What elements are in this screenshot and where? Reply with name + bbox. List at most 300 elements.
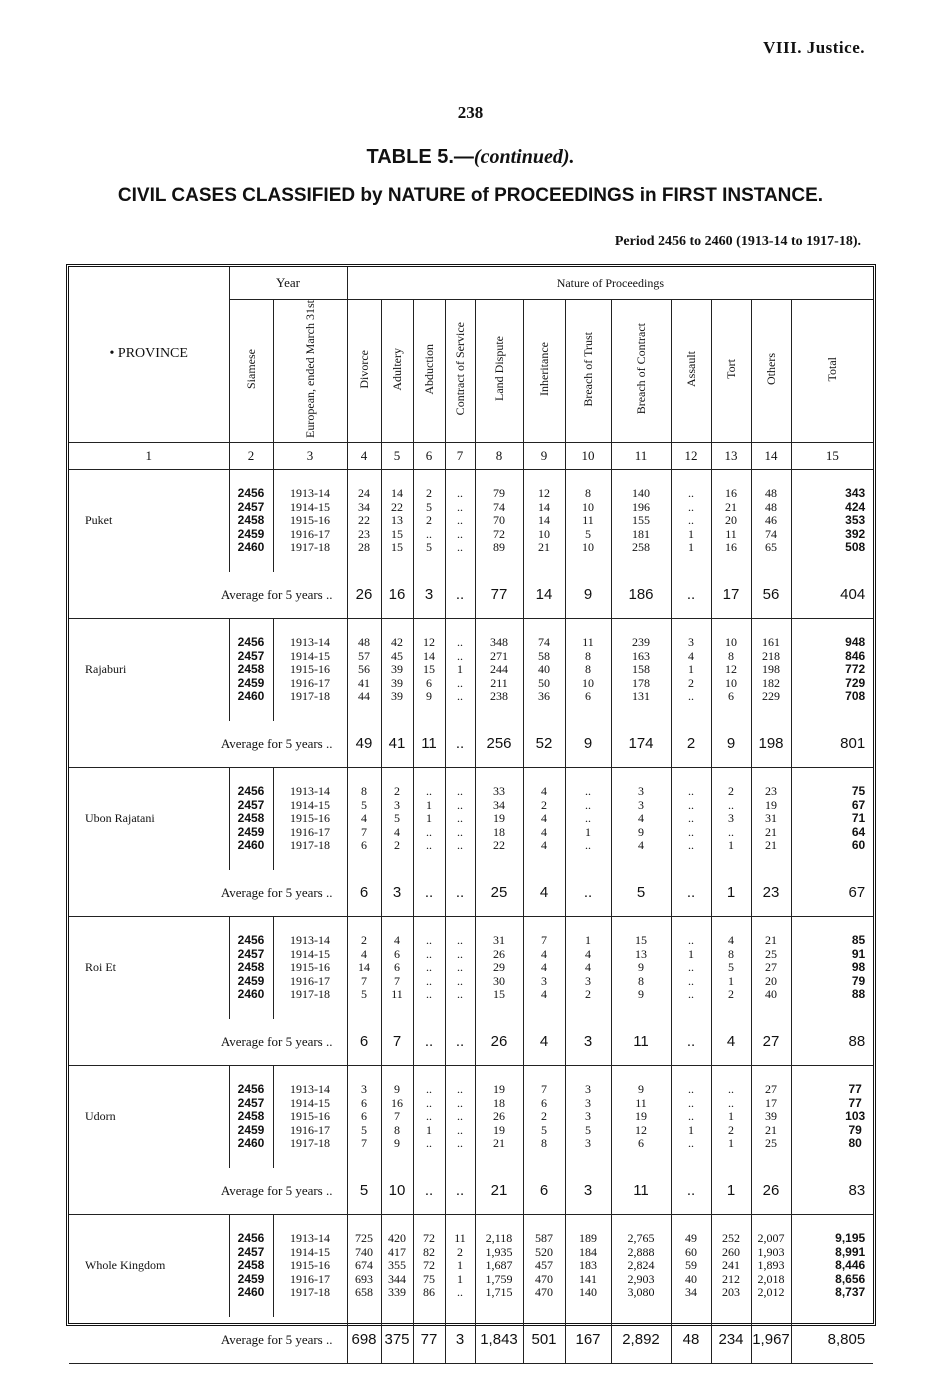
average-value: 26 [347,572,381,619]
table-cell-value: 21 [765,933,777,948]
statistics-table-frame [66,264,876,1349]
table-cell-value: .. [728,1095,734,1110]
year-header: Year [229,267,347,300]
nature-column-header [711,300,751,443]
table-cell-value: 8 [728,648,734,663]
table-cell-value: 18 [493,1095,505,1110]
average-value: 404 [791,572,873,619]
data-column-cell [229,916,273,1019]
province-data-row [69,916,873,1019]
value-stack [688,785,694,853]
data-column-cell [229,618,273,721]
value-stack [290,785,330,853]
table-cell-value: 3 [585,1082,591,1097]
value-stack [582,487,594,555]
value-stack [457,785,463,853]
province-header: • PROVINCE [69,267,229,442]
table-cell-value: 693 [355,1271,373,1286]
table-cell-value: 2456 [237,933,265,948]
nature-column-header [381,300,413,443]
table-cell-value: 2,012 [757,1285,785,1300]
data-column-cell [611,1065,671,1168]
table-cell-value: 31 [765,811,777,826]
table-cell-value: .. [688,973,694,988]
average-value: 6 [347,1019,381,1066]
table-cell-value: 44 [358,689,370,704]
table-cell-value: 1917-18 [290,838,330,853]
table-cell-value: 457 [535,1258,553,1273]
table-cell-value: 1,903 [757,1244,785,1259]
table-cell-value: 3 [585,973,591,988]
table-cell-value: 184 [579,1244,597,1259]
table-cell-value: .. [426,824,432,839]
table-cell-value: 4 [541,960,547,975]
table-cell-value: 271 [490,648,508,663]
table-cell-value: 46 [765,513,777,528]
value-stack [238,487,265,555]
table-cell-value: 21 [765,1122,777,1137]
province-name: Rajaburi [69,618,229,721]
data-column-cell [791,1065,873,1168]
table-cell-value: 1915-16 [290,662,330,677]
value-stack [765,934,777,1002]
table-cell-value: 72 [493,526,505,541]
table-cell-value: 183 [579,1258,597,1273]
table-cell-value: 89 [493,540,505,555]
value-stack [391,636,403,704]
data-column-cell [381,767,413,870]
table-cell-value: 2457 [237,648,265,663]
table-cell-value: 3 [728,811,734,826]
data-column-cell [671,916,711,1019]
table-cell-value: 203 [722,1285,740,1300]
table-cell-value: 12 [635,1122,647,1137]
data-column-cell [711,618,751,721]
table-cell-value: 1914-15 [290,648,330,663]
table-cell-value: 103 [845,1109,866,1124]
table-cell-value: 22 [493,838,505,853]
table-cell-value: 14 [391,486,403,501]
data-column-cell [711,1214,751,1317]
table-cell-value: 15 [391,540,403,555]
data-column-cell [611,916,671,1019]
table-cell-value: 24 [358,486,370,501]
nature-column-header [671,300,711,443]
average-value: 25 [475,870,523,917]
average-value: 698 [347,1317,381,1364]
table-cell-value: .. [457,675,463,690]
table-cell-value: 1913-14 [290,1082,330,1097]
table-cell-value: .. [688,1136,694,1151]
value-stack [845,636,865,704]
table-cell-value: .. [426,1136,432,1151]
table-cell-value: .. [728,797,734,812]
table-cell-value: 1 [426,797,432,812]
column-number: 6 [413,442,445,469]
data-column-cell [445,469,475,572]
table-cell-value: 161 [762,635,780,650]
value-stack [758,1232,785,1300]
table-cell-value: 2 [541,797,547,812]
column-header-label: Abduction [421,343,436,395]
column-header-label: Breach of Contract [633,323,648,415]
column-number: 10 [565,442,611,469]
table-cell-value: 33 [493,784,505,799]
average-value: 26 [475,1019,523,1066]
average-value: 21 [475,1168,523,1215]
value-stack [541,785,547,853]
average-value: 26 [751,1168,791,1215]
table-cell-value: 79 [848,1122,862,1137]
table-cell-value: 6 [541,1095,547,1110]
table-cell-value: 8,656 [835,1271,866,1286]
column-header-label: European, ended March 31st [302,300,317,438]
province-name: Puket [69,469,229,572]
average-label: Average for 5 years .. [69,721,347,768]
average-value: 9 [565,572,611,619]
value-stack [361,1083,367,1151]
table-cell-value: 79 [851,973,866,988]
average-value: 3 [565,1168,611,1215]
value-stack [290,487,330,555]
column-header-label: Adultery [389,347,404,391]
table-cell-value: 420 [388,1231,406,1246]
table-cell-value: 4 [394,933,400,948]
table-cell-value: 17 [765,1095,777,1110]
table-cell-value: 1 [688,662,694,677]
table-cell-value: 14 [538,499,550,514]
table-cell-value: 2458 [237,1258,265,1273]
table-cell-value: 10 [725,635,737,650]
column-number: 7 [445,442,475,469]
table-cell-value: .. [688,1095,694,1110]
value-stack [688,1083,694,1151]
value-stack [728,934,734,1002]
data-column-cell [347,1214,381,1317]
average-value: 10 [381,1168,413,1215]
table-cell-value: 42 [391,635,403,650]
data-column-cell [611,767,671,870]
table-cell-value: 1,935 [485,1244,513,1259]
table-cell-value: .. [426,946,432,961]
table-cell-value: 158 [632,662,650,677]
table-cell-value: .. [688,838,694,853]
table-cell-value: .. [688,987,694,1002]
value-stack [238,934,265,1002]
table-cell-value: 244 [490,662,508,677]
table-cell-value: 258 [632,540,650,555]
table-cell-value: 2459 [237,675,265,690]
table-cell-value: .. [457,933,463,948]
value-stack [493,487,505,555]
table-cell-value: 1917-18 [290,689,330,704]
data-column-cell [347,1065,381,1168]
table-cell-value: 19 [765,797,777,812]
table-cell-value: .. [688,499,694,514]
data-column-cell [475,1065,523,1168]
table-cell-value: 1914-15 [290,1095,330,1110]
table-cell-value: 86 [423,1285,435,1300]
nature-column-header [475,300,523,443]
table-cell-value: 8 [585,648,591,663]
data-column-cell [475,1214,523,1317]
table-cell-value: 6 [361,1109,367,1124]
average-value: .. [413,870,445,917]
data-column-cell [347,618,381,721]
table-cell-value: 3 [638,797,644,812]
data-column-cell [381,916,413,1019]
data-column-cell [565,618,611,721]
value-stack [582,636,594,704]
table-cell-value: .. [457,960,463,975]
average-value: .. [445,572,475,619]
table-cell-value: 1 [688,1122,694,1137]
table-cell-value: 2,765 [627,1231,655,1246]
data-column-cell [413,1065,445,1168]
table-cell-value: 3,080 [627,1285,655,1300]
table-cell-value: 2 [361,933,367,948]
data-column-cell [751,469,791,572]
table-cell-value: 75 [851,784,866,799]
table-cell-value: 12 [538,486,550,501]
value-stack [454,1232,466,1300]
average-value: .. [671,572,711,619]
average-value: .. [445,1168,475,1215]
table-cell-value: 19 [635,1109,647,1124]
table-title-main: TABLE 5.— [366,146,474,168]
value-stack [355,1232,373,1300]
table-cell-value: .. [426,960,432,975]
table-cell-value: 2 [394,784,400,799]
table-cell-value: 1 [457,1271,463,1286]
average-value: 52 [523,721,565,768]
value-stack [457,1083,463,1151]
table-cell-value: 198 [762,662,780,677]
data-column-cell [671,767,711,870]
table-cell-value: 2459 [237,1122,265,1137]
value-stack [585,785,591,853]
province-data-row [69,767,873,870]
table-cell-value: 2458 [237,513,265,528]
table-cell-value: 7 [361,1136,367,1151]
table-cell-value: 2456 [237,1231,265,1246]
table-cell-value: 6 [585,689,591,704]
table-cell-value: 25 [765,1136,777,1151]
table-cell-value: 40 [538,662,550,677]
average-value: 6 [523,1168,565,1215]
value-stack [493,785,505,853]
average-value: 2,892 [611,1317,671,1364]
table-cell-value: .. [457,648,463,663]
data-column-cell [711,1065,751,1168]
data-column-cell [273,618,347,721]
value-stack [845,1083,865,1151]
value-stack [845,487,865,555]
table-cell-value: 196 [632,499,650,514]
table-cell-value: 12 [725,662,737,677]
table-cell-value: .. [688,689,694,704]
value-stack [835,1232,865,1300]
table-cell-value: 4 [585,960,591,975]
table-cell-value: 12 [423,635,435,650]
table-cell-value: 4 [541,784,547,799]
table-cell-value: 80 [848,1136,862,1151]
table-cell-value: 56 [358,662,370,677]
average-value: .. [445,721,475,768]
average-value: 198 [751,721,791,768]
table-cell-value: 6 [361,1095,367,1110]
average-value: 27 [751,1019,791,1066]
value-stack [391,934,403,1002]
value-stack [238,636,265,704]
table-cell-value: 1,893 [757,1258,785,1273]
table-cell-value: 26 [493,1109,505,1124]
table-cell-value: 2458 [237,1109,265,1124]
table-cell-value: 4 [541,811,547,826]
column-number: 2 [229,442,273,469]
table-cell-value: 1 [426,1122,432,1137]
data-column-cell [565,1214,611,1317]
value-stack [852,934,865,1002]
table-cell-value: 49 [685,1231,697,1246]
value-stack [765,487,777,555]
table-cell-value: 31 [493,933,505,948]
data-column-cell [273,767,347,870]
data-column-cell [523,618,565,721]
value-stack [394,785,400,853]
table-cell-value: 14 [423,648,435,663]
table-cell-value: 2458 [237,662,265,677]
table-cell-value: .. [426,784,432,799]
nature-column-header [413,300,445,443]
data-column-cell [671,469,711,572]
table-cell-value: 1917-18 [290,987,330,1002]
table-cell-value: 2456 [237,635,265,650]
table-cell-value: 846 [845,648,866,663]
column-header-label: Divorce [356,349,371,389]
average-label: Average for 5 years .. [69,572,347,619]
data-column-cell [475,916,523,1019]
column-header-label: Assault [683,350,698,387]
table-title [0,146,941,169]
table-cell-value: .. [585,838,591,853]
data-column-cell [273,1065,347,1168]
table-cell-value: 5 [394,811,400,826]
table-cell-value: 1916-17 [290,973,330,988]
value-stack [585,1083,591,1151]
value-stack [493,1083,505,1151]
average-value: 174 [611,721,671,768]
table-cell-value: 1 [457,1258,463,1273]
table-cell-value: 4 [361,811,367,826]
column-number: 3 [273,442,347,469]
value-stack [725,487,737,555]
table-cell-value: .. [457,1095,463,1110]
table-cell-value: 39 [765,1109,777,1124]
table-cell-value: 57 [358,648,370,663]
table-cell-value: .. [457,526,463,541]
average-value: 3 [413,572,445,619]
data-column-cell [523,1065,565,1168]
value-stack [541,934,547,1002]
data-column-cell [791,469,873,572]
data-column-cell [671,1065,711,1168]
table-cell-value: 725 [355,1231,373,1246]
average-label: Average for 5 years .. [69,1019,347,1066]
value-stack [361,785,367,853]
table-cell-value: .. [426,1109,432,1124]
average-value: 77 [413,1317,445,1364]
data-column-cell [273,469,347,572]
table-cell-value: 2 [585,987,591,1002]
table-cell-value: 2456 [237,486,265,501]
average-value: .. [671,870,711,917]
table-cell-value: 15 [635,933,647,948]
table-cell-value: 1 [688,540,694,555]
table-cell-value: .. [426,838,432,853]
table-cell-value: 1916-17 [290,1271,330,1286]
province-name: Roi Et [69,916,229,1019]
average-row [69,1019,873,1066]
table-cell-value: 520 [535,1244,553,1259]
table-cell-value: 2 [728,987,734,1002]
table-cell-value: 4 [728,933,734,948]
table-cell-value: .. [457,973,463,988]
table-cell-value: 238 [490,689,508,704]
table-cell-value: 3 [585,1095,591,1110]
average-value: 14 [523,572,565,619]
value-stack [426,1083,432,1151]
table-cell-value: 23 [358,526,370,541]
average-value: 23 [751,870,791,917]
data-column-cell [413,618,445,721]
table-cell-value: 1 [728,1109,734,1124]
average-value: 3 [381,870,413,917]
data-column-cell [229,1214,273,1317]
table-cell-value: .. [688,933,694,948]
province-name: Whole Kingdom [69,1214,229,1317]
table-cell-value: 88 [851,987,866,1002]
table-cell-value: 16 [725,540,737,555]
table-cell-value: 3 [688,635,694,650]
table-cell-value: 163 [632,648,650,663]
table-cell-value: 6 [728,689,734,704]
data-column-cell [751,618,791,721]
table-cell-value: 19 [493,811,505,826]
table-cell-value: 2457 [237,499,265,514]
average-value: 11 [611,1168,671,1215]
data-column-cell [229,1065,273,1168]
value-stack [585,934,591,1002]
table-cell-value: 1 [585,933,591,948]
table-cell-value: 239 [632,635,650,650]
value-stack [358,487,370,555]
value-stack [238,1083,265,1151]
value-stack [852,785,865,853]
column-header-label: Breach of Trust [580,331,595,407]
table-cell-value: 11 [391,987,403,1002]
table-cell-value: 4 [688,648,694,663]
table-cell-value: .. [457,1122,463,1137]
table-cell-value: 75 [423,1271,435,1286]
table-cell-value: 229 [762,689,780,704]
value-stack [426,487,432,555]
table-cell-value: 2,018 [757,1271,785,1286]
table-cell-value: 674 [355,1258,373,1273]
table-cell-value: .. [426,933,432,948]
table-cell-value: 21 [765,838,777,853]
table-cell-value: 4 [541,824,547,839]
